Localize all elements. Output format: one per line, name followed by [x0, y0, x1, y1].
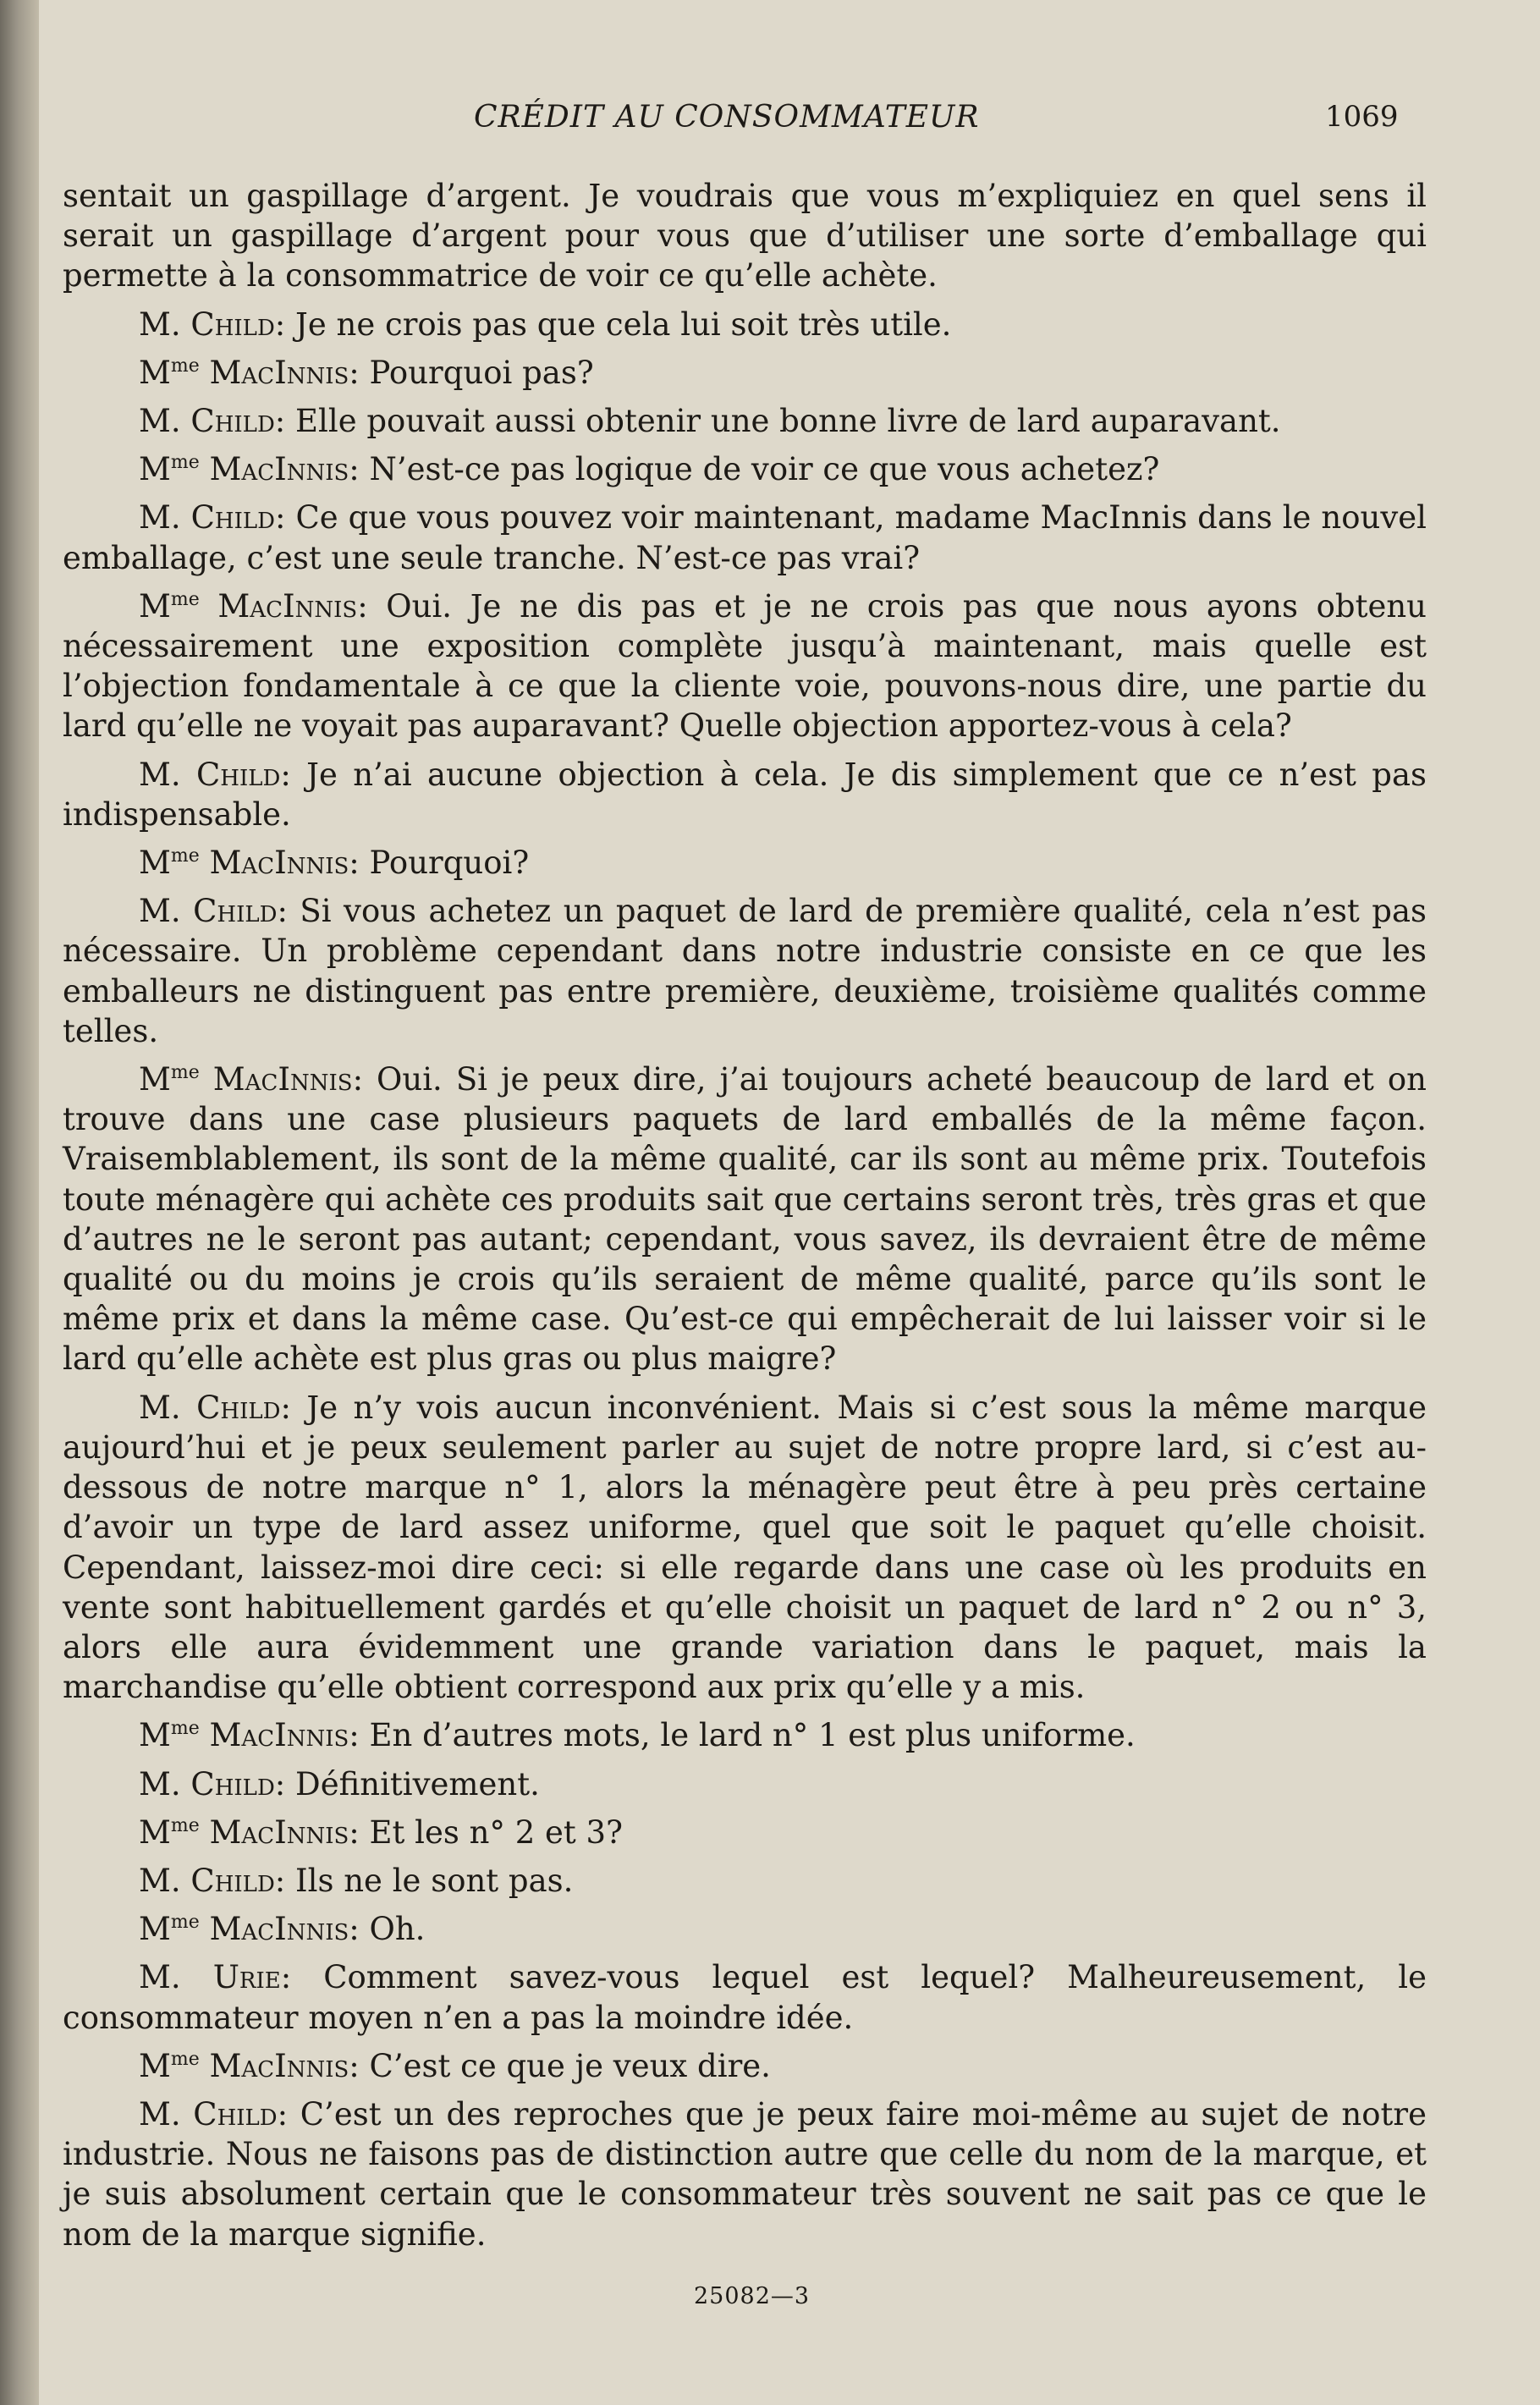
speaker-title: M: [139, 587, 171, 625]
transcript-paragraph: [63, 755, 1427, 834]
transcript-paragraph: [63, 1388, 1427, 1708]
transcript-paragraph: [63, 1957, 1427, 2037]
speaker-name: Child: [193, 2095, 278, 2133]
paragraph-text: : Et les n° 2 et 3?: [349, 1813, 623, 1851]
speaker-name: Urie: [212, 1959, 281, 1996]
transcript-paragraph: [63, 498, 1427, 577]
speaker-name: MacInnis: [199, 1813, 349, 1851]
speaker-title: M: [139, 1717, 171, 1754]
transcript-paragraph: [63, 891, 1427, 1051]
transcript-paragraph: [63, 401, 1427, 441]
paragraph-text: : Si vous achetez un paquet de lard de première qualité, cela n’est pas nécessaire. Un problème cependant dans notre industrie consiste en ce que les emballeurs ne distinguent pas entre première, deuxième, troisième qualités comme telles.: [63, 893, 1427, 1049]
paragraph-text: : Pourquoi pas?: [349, 354, 594, 391]
paragraph-text: : Ce que vous pouvez voir maintenant, madame MacInnis dans le nouvel emballage, c’est une seule tranche. N’est-ce pas vrai?: [63, 499, 1427, 576]
speaker-title-superscript: me: [170, 355, 200, 377]
speaker-name: Child: [195, 756, 281, 793]
paragraph-text: sentait un gaspillage d’argent. Je voudrais que vous m’expliquiez en quel sens il serait un gaspillage d’argent pour vous que d’utiliser une sorte d’emballage qui permette à la consommatrice de voir ce qu’elle achète.: [63, 178, 1427, 294]
speaker-title: M.: [139, 1765, 191, 1802]
speaker-name: MacInnis: [199, 845, 349, 882]
speaker-name: Child: [190, 1862, 275, 1899]
speaker-name: MacInnis: [199, 451, 349, 488]
transcript-paragraph: [63, 305, 1427, 344]
transcript-paragraph: [63, 1764, 1427, 1804]
speaker-title-superscript: me: [170, 588, 200, 610]
footer-code: 25082—3: [694, 2283, 811, 2309]
speaker-title: M.: [139, 1389, 197, 1426]
speaker-title: M.: [139, 2095, 194, 2133]
speaker-name: MacInnis: [199, 1717, 349, 1754]
speaker-title: M.: [139, 499, 191, 537]
paragraph-text: : Elle pouvait aussi obtenir une bonne livre de lard auparavant.: [274, 403, 1281, 440]
transcript-paragraph: [63, 176, 1427, 296]
speaker-title-superscript: me: [170, 2048, 200, 2070]
speaker-name: Child: [190, 305, 275, 343]
transcript-paragraph: [63, 2046, 1427, 2086]
paragraph-text: : Oh.: [349, 1911, 426, 1948]
paragraph-text: : Oui. Si je peux dire, j’ai toujours acheté beaucoup de lard et on trouve dans une case plusieurs paquets de lard emballés de la même façon. Vraisemblablement, ils sont de la même qualité, car ils sont au même prix. Toutefois toute ménagère qui achète ces produits sait que certains seront très, très gras et que d’autres ne le seront pas autant; cependant, vous savez, ils devraient être de même qualité ou du moins je crois qu’ils seraient de même qualité, parce qu’ils sont le même prix et dans la même case. Qu’est-ce qui empêcherait de lui laisser voir si le lard qu’elle achète est plus gras ou plus maigre?: [63, 1061, 1427, 1378]
transcript-paragraph: [63, 1861, 1427, 1901]
speaker-title-superscript: me: [170, 1062, 200, 1084]
speaker-title-superscript: me: [170, 845, 200, 867]
paragraph-text: : Je ne crois pas que cela lui soit très utile.: [274, 305, 952, 343]
paragraph-text: : Je n’y vois aucun inconvénient. Mais si c’est sous la même marque aujourd’hui et je peux seulement parler au sujet de notre propre lard, si c’est au-dessous de notre marque n° 1, alors la ménagère peut être à peu près certaine d’avoir un type de lard assez uniforme, quel que soit le paquet qu’elle choisit. Cependant, laissez-moi dire ceci: si elle regarde dans une case où les produits en vente sont habituellement gardés et qu’elle choisit un paquet de lard n° 2 ou n° 3, alors elle aura évidemment une grande variation dans le paquet, mais la marchandise qu’elle obtient correspond aux prix qu’elle y a mis.: [63, 1389, 1427, 1706]
speaker-title: M.: [139, 305, 191, 343]
transcript-paragraph: [63, 1909, 1427, 1949]
transcript-paragraph: [63, 1059, 1427, 1379]
transcript-paragraph: [63, 843, 1427, 883]
transcript-paragraph: [63, 1715, 1427, 1755]
running-title: CRÉDIT AU CONSOMMATEUR: [474, 100, 980, 135]
speaker-name: Child: [190, 403, 275, 440]
speaker-title: M: [139, 451, 171, 488]
paragraph-text: : C’est ce que je veux dire.: [349, 2047, 771, 2084]
transcript-paragraph: [63, 586, 1427, 746]
paragraph-text: : Ils ne le sont pas.: [274, 1862, 574, 1899]
transcript-paragraph: [63, 1813, 1427, 1852]
paragraph-text: : Je n’ai aucune objection à cela. Je dis simplement que ce n’est pas indispensable.: [63, 756, 1427, 833]
speaker-title: M.: [139, 403, 191, 440]
page-header: [39, 100, 1540, 151]
paragraph-text: : Comment savez-vous lequel est lequel? Malheureusement, le consommateur moyen n’en a pas la moindre idée.: [63, 1959, 1427, 2036]
speaker-name: Child: [190, 499, 275, 537]
paragraph-text: : Oui. Je ne dis pas et je ne crois pas que nous ayons obtenu nécessairement une exposition complète jusqu’à maintenant, mais quelle est l’objection fondamentale à ce que la cliente voie, pouvons-nous dire, une partie du lard qu’elle ne voyait pas auparavant? Quelle objection apportez-vous à cela?: [63, 587, 1427, 745]
paragraph-text: : En d’autres mots, le lard n° 1 est plus uniforme.: [349, 1717, 1136, 1754]
page-number: 1069: [1325, 100, 1399, 134]
speaker-name: MacInnis: [199, 2047, 349, 2084]
speaker-title: M: [139, 1813, 171, 1851]
transcript-paragraph: [63, 353, 1427, 393]
speaker-title: M: [139, 1061, 171, 1098]
speaker-title: M: [139, 1911, 171, 1948]
binding-gutter: [0, 0, 39, 2405]
speaker-name: Child: [196, 1389, 281, 1426]
speaker-title-superscript: me: [170, 452, 200, 474]
paragraph-text: : Définitivement.: [274, 1765, 540, 1802]
paragraph-text: : Pourquoi?: [349, 845, 530, 882]
speaker-name: Child: [193, 893, 278, 930]
speaker-title: M.: [139, 756, 196, 793]
speaker-title: M: [139, 2047, 171, 2084]
speaker-title: M: [139, 354, 171, 391]
transcript-paragraph: [63, 449, 1427, 489]
transcript-paragraph: [63, 2094, 1427, 2254]
speaker-name: Child: [190, 1765, 275, 1802]
speaker-title-superscript: me: [170, 1718, 200, 1740]
speaker-title: M.: [139, 1959, 213, 1996]
speaker-name: MacInnis: [199, 354, 349, 391]
document-page: [39, 0, 1540, 2405]
speaker-name: MacInnis: [199, 1911, 349, 1948]
speaker-title: M.: [139, 1862, 191, 1899]
speaker-name: MacInnis: [199, 1061, 353, 1098]
speaker-title-superscript: me: [170, 1814, 200, 1836]
speaker-title-superscript: me: [170, 1912, 200, 1934]
speaker-title: M: [139, 845, 171, 882]
paragraph-text: : N’est-ce pas logique de voir ce que vous achetez?: [349, 451, 1160, 488]
speaker-title: M.: [139, 893, 194, 930]
transcript-body: [63, 176, 1427, 2263]
paragraph-text: : C’est un des reproches que je peux faire moi-même au sujet de notre industrie. Nous ne faisons pas de distinction autre que celle du nom de la marque, et je suis absolument certain que le consommateur très souvent ne sait pas ce que le nom de la marque signifie.: [63, 2095, 1427, 2253]
speaker-name: MacInnis: [199, 587, 358, 625]
